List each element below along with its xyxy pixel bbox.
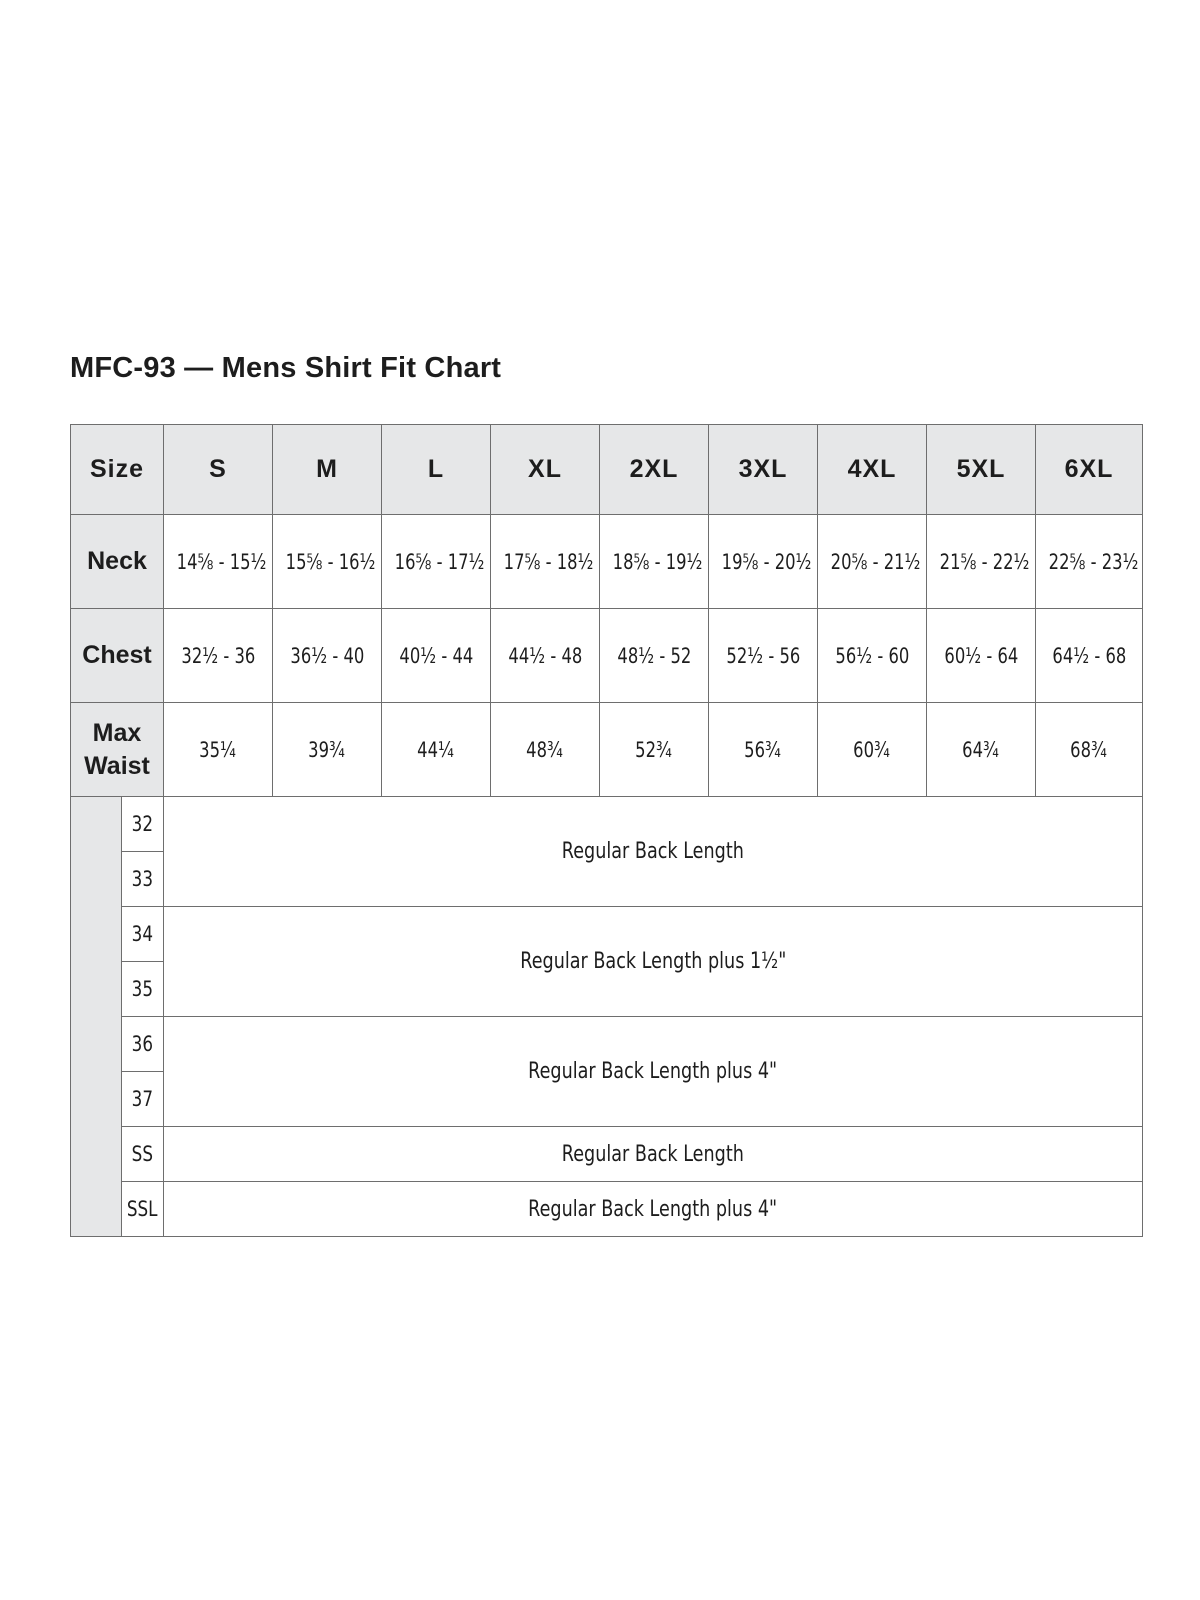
- sleeve-code-33: 33: [122, 852, 164, 907]
- size-header-m: M: [273, 425, 382, 515]
- sleeve-description-plus-4: Regular Back Length plus 4": [164, 1017, 1143, 1127]
- sleeve-code-37: 37: [122, 1072, 164, 1127]
- neck-value-xl: 17⅝ - 18½: [491, 515, 600, 609]
- max-waist-label: Max Waist: [71, 703, 164, 797]
- neck-value-2xl: 18⅝ - 19½: [600, 515, 709, 609]
- neck-value-3xl: 19⅝ - 20½: [709, 515, 818, 609]
- size-header-2xl: 2XL: [600, 425, 709, 515]
- sleeve-length-label-cell: [71, 797, 122, 1237]
- size-header-4xl: 4XL: [818, 425, 927, 515]
- size-header-3xl: 3XL: [709, 425, 818, 515]
- max-waist-value-s: 35¼: [164, 703, 273, 797]
- chest-value-l: 40½ - 44: [382, 609, 491, 703]
- chest-value-4xl: 56½ - 60: [818, 609, 927, 703]
- sleeve-row-34: [71, 907, 1143, 962]
- size-header-6xl: 6XL: [1036, 425, 1143, 515]
- chest-row: [71, 609, 1143, 703]
- chest-value-2xl: 48½ - 52: [600, 609, 709, 703]
- sleeve-description-plus-1-5: Regular Back Length plus 1½": [164, 907, 1143, 1017]
- sleeve-row-36: [71, 1017, 1143, 1072]
- max-waist-value-l: 44¼: [382, 703, 491, 797]
- max-waist-value-m: 39¾: [273, 703, 382, 797]
- chest-value-s: 32½ - 36: [164, 609, 273, 703]
- max-waist-row: [71, 703, 1143, 797]
- chest-value-5xl: 60½ - 64: [927, 609, 1036, 703]
- neck-value-m: 15⅝ - 16½: [273, 515, 382, 609]
- sleeve-row-32: [71, 797, 1143, 852]
- neck-row: [71, 515, 1143, 609]
- neck-label: Neck: [71, 515, 164, 609]
- max-waist-value-2xl: 52¾: [600, 703, 709, 797]
- neck-value-s: 14⅝ - 15½: [164, 515, 273, 609]
- sleeve-row-ssl: [71, 1182, 1143, 1237]
- chart-title: MFC-93 — Mens Shirt Fit Chart: [70, 352, 502, 384]
- fit-chart-table: [70, 424, 1143, 1237]
- size-header-xl: XL: [491, 425, 600, 515]
- sleeve-description-regular: Regular Back Length: [164, 797, 1143, 907]
- size-header-5xl: 5XL: [927, 425, 1036, 515]
- max-waist-value-3xl: 56¾: [709, 703, 818, 797]
- chest-value-xl: 44½ - 48: [491, 609, 600, 703]
- size-label-cell: Size: [71, 425, 164, 515]
- max-waist-value-xl: 48¾: [491, 703, 600, 797]
- chest-value-m: 36½ - 40: [273, 609, 382, 703]
- sleeve-code-32: 32: [122, 797, 164, 852]
- sleeve-code-34: 34: [122, 907, 164, 962]
- max-waist-value-6xl: 68¾: [1036, 703, 1143, 797]
- size-header-s: S: [164, 425, 273, 515]
- max-waist-value-5xl: 64¾: [927, 703, 1036, 797]
- sleeve-code-35: 35: [122, 962, 164, 1017]
- sleeve-code-ssl: SSL: [122, 1182, 164, 1237]
- chest-value-3xl: 52½ - 56: [709, 609, 818, 703]
- neck-value-5xl: 21⅝ - 22½: [927, 515, 1036, 609]
- sleeve-code-ss: SS: [122, 1127, 164, 1182]
- size-header-l: L: [382, 425, 491, 515]
- size-header-row: [71, 425, 1143, 515]
- neck-value-4xl: 20⅝ - 21½: [818, 515, 927, 609]
- chest-value-6xl: 64½ - 68: [1036, 609, 1143, 703]
- chest-label: Chest: [71, 609, 164, 703]
- neck-value-l: 16⅝ - 17½: [382, 515, 491, 609]
- sleeve-row-ss: [71, 1127, 1143, 1182]
- neck-value-6xl: 22⅝ - 23½: [1036, 515, 1143, 609]
- max-waist-value-4xl: 60¾: [818, 703, 927, 797]
- sleeve-description-ss: Regular Back Length: [164, 1127, 1143, 1182]
- sleeve-description-ssl: Regular Back Length plus 4": [164, 1182, 1143, 1237]
- sleeve-code-36: 36: [122, 1017, 164, 1072]
